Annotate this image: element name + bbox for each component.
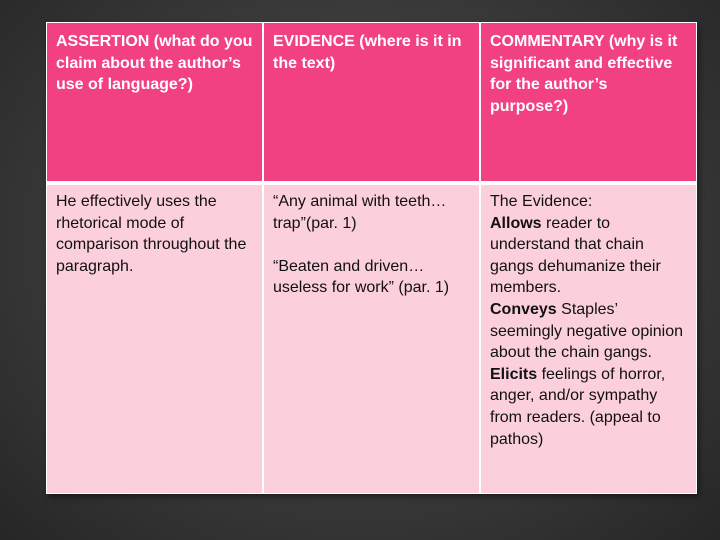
header-assertion — [46, 22, 263, 184]
analysis-table — [46, 22, 697, 494]
header-commentary — [480, 22, 697, 184]
commentary-intro: The Evidence: — [490, 193, 593, 210]
commentary-verb-elicits: Elicits — [490, 365, 538, 383]
commentary-point-conveys — [490, 299, 688, 364]
commentary-rest-allows: reader to understand that chain gangs dehumanize their members. — [490, 214, 661, 297]
evidence-spacer — [273, 234, 471, 256]
header-evidence — [263, 22, 480, 184]
cell-assertion — [46, 184, 263, 494]
header-assertion-label: ASSERTION (what do you claim about the author’s use of language?) — [56, 33, 253, 94]
cell-evidence — [263, 184, 480, 494]
header-commentary-label: COMMENTARY (why is it significant and effective for the author’s purpose?) — [490, 33, 678, 115]
header-evidence-label: EVIDENCE (where is it in the text) — [273, 33, 462, 72]
commentary-verb-allows: Allows — [490, 214, 542, 232]
cell-commentary — [480, 184, 697, 494]
commentary-rest-conveys: Staples’ seemingly negative opinion about the chain gangs. — [490, 300, 684, 362]
commentary-verb-conveys: Conveys — [490, 300, 557, 318]
evidence-quote-2: “Beaten and driven…useless for work” (par. 1) — [273, 257, 450, 297]
commentary-rest-elicits: feelings of horror, anger, and/or sympathy from readers. (appeal to pathos) — [490, 365, 666, 448]
commentary-point-allows — [490, 213, 688, 299]
commentary-point-elicits — [490, 364, 688, 450]
evidence-quote-1: “Any animal with teeth…trap”(par. 1) — [273, 193, 447, 232]
assertion-text: He effectively uses the rhetorical mode of comparison throughout the paragraph. — [56, 193, 247, 275]
